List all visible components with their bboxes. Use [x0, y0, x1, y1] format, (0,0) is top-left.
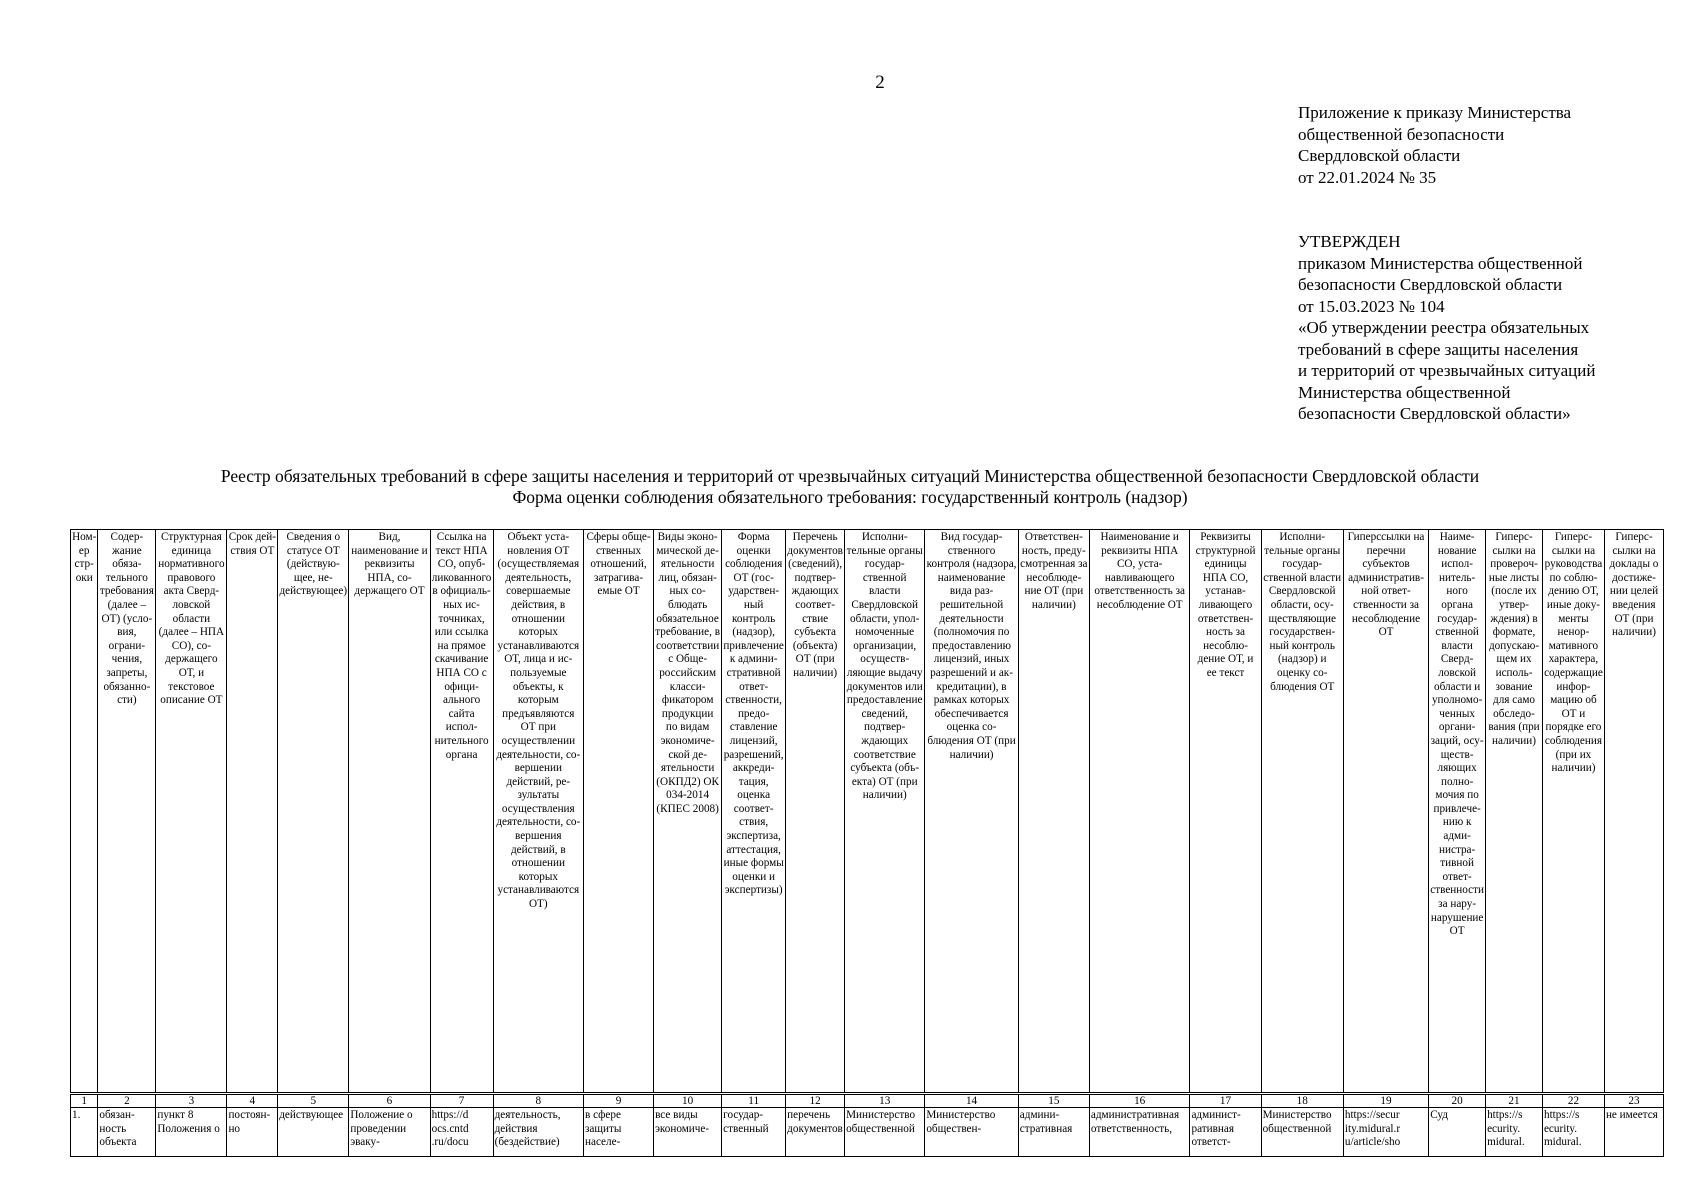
column-number: 10 — [654, 1094, 722, 1108]
hyperlink-cell[interactable]: https://secur ity.midural.r u/article/sho — [1343, 1108, 1428, 1157]
header-cell: Реквизиты структурной единицы НПА СО, устанавливающего ответственность за несоблюдение ОТ, и ее текст — [1190, 530, 1261, 1094]
table-cell: 1. — [71, 1108, 98, 1157]
document-title: Реестр обязательных требований в сфере защиты населения и территорий от чрезвычайных ситуаций Министерства общественной безопасности Свердловской области — [220, 466, 1480, 486]
column-number: 4 — [227, 1094, 278, 1108]
header-cell: Наименование и реквизиты НПА СО, устанавливающего ответственность за несоблюдение ОТ — [1089, 530, 1190, 1094]
table-cell: не имеется — [1604, 1108, 1663, 1157]
approved-line: и территорий от чрезвычайных ситуаций — [1298, 361, 1596, 380]
column-number: 5 — [278, 1094, 349, 1108]
approved-line: приказом Министерства общественной — [1298, 253, 1583, 273]
table-cell: административная ответственность, — [1089, 1108, 1190, 1157]
table-row — [71, 1108, 1664, 1157]
approved-line: безопасности Свердловской области» — [1298, 404, 1571, 423]
column-number-row — [71, 1094, 1664, 1108]
column-number: 6 — [349, 1094, 430, 1108]
column-number: 17 — [1190, 1094, 1261, 1108]
table-cell: перечень документов — [786, 1108, 845, 1157]
appendix-block — [1298, 102, 1571, 188]
document-subtitle: Форма оценки соблюдения обязательного требования: государственный контроль (надзор) — [512, 487, 1188, 507]
approved-line: требований в сфере защиты населения — [1298, 339, 1579, 359]
column-number: 16 — [1089, 1094, 1190, 1108]
header-cell: Гиперссылки на проверочные листы (после их утверждения) в формате, допускающем их использование для само обследования (при наличии) — [1486, 530, 1543, 1094]
appendix-line: от 22.01.2024 № 35 — [1298, 167, 1437, 187]
table-cell: обязанность объекта — [98, 1108, 156, 1157]
table-cell: административная — [1018, 1108, 1089, 1157]
column-number: 11 — [722, 1094, 786, 1108]
column-number: 21 — [1486, 1094, 1543, 1108]
header-cell: Номер строки — [71, 530, 98, 1094]
header-cell: Ссылка на текст НПА СО, опубликованного в официальных источниках, или ссылка на прямое скачивание НПА СО с официального сайта исполнительного органа — [430, 530, 493, 1094]
table-cell: Суд — [1429, 1108, 1486, 1157]
header-cell: Исполнительные органы государственной власти Свердловской области, уполномоченные организации, осуществляющие выдачу документов или предоставление сведений, подтверждающих соответствие субъекта (объекта) ОТ (при наличии) — [845, 530, 925, 1094]
header-cell: Срок действия ОТ — [227, 530, 278, 1094]
approved-line: Министерства общественной — [1298, 382, 1511, 402]
header-cell: Содержание обязательного требования (далее – ОТ) (условия, ограничения, запреты, обязанности) — [98, 530, 156, 1094]
header-cell: Вид, наименование и реквизиты НПА, содержащего ОТ — [349, 530, 430, 1094]
header-cell: Исполнительные органы государственной власти Свердловской области, осуществляющие государственный контроль (надзор) и оценку соблюдения ОТ — [1261, 530, 1343, 1094]
table-cell: государственный — [722, 1108, 786, 1157]
appendix-line: общественной безопасности — [1298, 124, 1505, 144]
column-number: 7 — [430, 1094, 493, 1108]
table-cell: в сфере защиты населе- — [584, 1108, 654, 1157]
header-cell: Гиперссылки на руководства по соблюдению ОТ, иные документы ненормативного характера, содержащие информацию об ОТ и порядке его соблюдения (при их наличии) — [1542, 530, 1604, 1094]
header-cell: Перечень документов (сведений), подтверждающих соответствие субъекта (объекта) ОТ (при наличии) — [786, 530, 845, 1094]
column-number: 15 — [1018, 1094, 1089, 1108]
registry-table — [70, 529, 1664, 1157]
column-number: 1 — [71, 1094, 98, 1108]
header-cell: Вид государственного контроля (надзора, наименование вида разрешительной деятельности (полномочия по предоставлению лицензий, иных разрешений и аккредитации), в рамках которых обеспечивается оценка соблюдения ОТ (при наличии) — [925, 530, 1018, 1094]
column-number: 20 — [1429, 1094, 1486, 1108]
column-number: 14 — [925, 1094, 1018, 1108]
approved-line: УТВЕРЖДЕН — [1298, 232, 1401, 251]
column-number: 23 — [1604, 1094, 1663, 1108]
column-number: 18 — [1261, 1094, 1343, 1108]
column-number: 9 — [584, 1094, 654, 1108]
table-cell: все виды экономиче- — [654, 1108, 722, 1157]
header-cell: Ответственность, предусмотренная за несоблюдение ОТ (при наличии) — [1018, 530, 1089, 1094]
approved-block — [1298, 231, 1595, 425]
header-cell: Сферы общественных отношений, затрагиваемые ОТ — [584, 530, 654, 1094]
table-cell: постоянно — [227, 1108, 278, 1157]
table-cell: https://d ocs.cntd .ru/docu — [430, 1108, 493, 1157]
header-cell: Гиперссылки на перечни субъектов административной ответственности за несоблюдение ОТ — [1343, 530, 1428, 1094]
header-cell: Форма оценки соблюдения ОТ (государственный контроль (надзор), привлечение к административной ответственности, предоставление лицензий, разрешений, аккредитация, оценка соответствия, экспертиза, аттестация, иные формы оценки и экспертизы) — [722, 530, 786, 1094]
hyperlink-cell[interactable]: https://s ecurity. midural. — [1542, 1108, 1604, 1157]
header-row — [71, 530, 1664, 1094]
column-number: 13 — [845, 1094, 925, 1108]
table-cell: Положение о проведении эваку- — [349, 1108, 430, 1157]
table-cell: Министерство общественной — [1261, 1108, 1343, 1157]
document-title-block — [0, 466, 1697, 508]
column-number: 2 — [98, 1094, 156, 1108]
header-cell: Наименование исполнительного органа государственной власти Свердловской области и уполномоченных организаций, осуществляющих полномочия по привлечению к административной ответственности за нарунарушение ОТ — [1429, 530, 1486, 1094]
column-number: 22 — [1542, 1094, 1604, 1108]
page-number: 2 — [875, 72, 885, 93]
approved-line: от 15.03.2023 № 104 — [1298, 296, 1445, 316]
header-cell: Сведения о статусе ОТ (действующее, недействующее) — [278, 530, 349, 1094]
column-number: 12 — [786, 1094, 845, 1108]
table-cell: пункт 8 Положения о — [156, 1108, 227, 1157]
header-cell: Виды экономической деятельности лиц, обязанных соблюдать обязательное требование, в соответствии с Общероссийским классификатором продукции по видам экономической деятельности (ОКПД2) ОК 034-2014 (КПЕС 2008) — [654, 530, 722, 1094]
table-cell: деятельность, действия (бездействие) — [493, 1108, 583, 1157]
table-cell: Министерство обществен- — [925, 1108, 1018, 1157]
table-cell: действующее — [278, 1108, 349, 1157]
table-cell: административная ответст- — [1190, 1108, 1261, 1157]
hyperlink-cell[interactable]: https://s ecurity. midural. — [1486, 1108, 1543, 1157]
appendix-line: Свердловской области — [1298, 146, 1461, 165]
approved-line: «Об утверждении реестра обязательных — [1298, 318, 1590, 337]
header-cell: Объект установления ОТ (осуществляемая деятельность, совершаемые действия, в отношении которых устанавливаются ОТ, лица и используемые объекты, к которым предъявляются ОТ при осуществлении деятельности, совершении действий, результаты осуществления деятельности, совершения действий, в отношении которых устанавливаются ОТ) — [493, 530, 583, 1094]
approved-line: безопасности Свердловской области — [1298, 275, 1563, 294]
column-number: 3 — [156, 1094, 227, 1108]
column-number: 19 — [1343, 1094, 1428, 1108]
appendix-line: Приложение к приказу Министерства — [1298, 103, 1572, 122]
table-cell: Министерство общественной — [845, 1108, 925, 1157]
header-cell: Структурная единица нормативного правового акта Свердловской области (далее – НПА СО), содержащего ОТ, и текстовое описание ОТ — [156, 530, 227, 1094]
header-cell: Гиперссылки на доклады о достижении целей введения ОТ (при наличии) — [1604, 530, 1663, 1094]
column-number: 8 — [493, 1094, 583, 1108]
